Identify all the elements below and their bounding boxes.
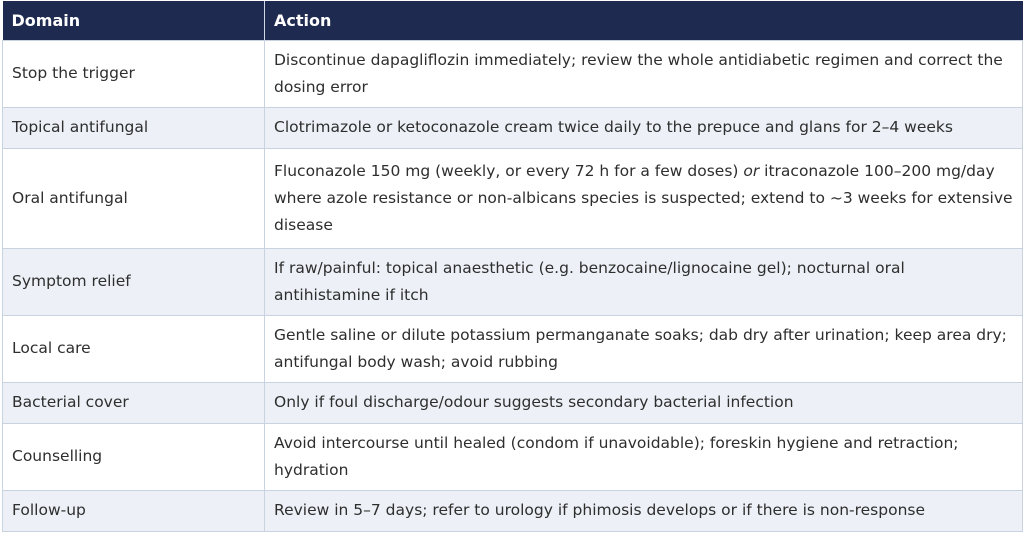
domain-cell: Symptom relief [3, 249, 265, 316]
domain-cell: Local care [3, 316, 265, 383]
header-row [3, 1, 1023, 41]
header-domain: Domain [3, 1, 265, 41]
action-text-part: itraconazole 100–200 mg/day where azole resistance or non-albicans species is suspected; extend to ~3 weeks for extensive disease [274, 161, 1013, 234]
action-cell: If raw/painful: topical anaesthetic (e.g. benzocaine/lignocaine gel); nocturnal oral antihistamine if itch [265, 249, 1023, 316]
domain-cell: Follow-up [3, 491, 265, 532]
action-cell: Clotrimazole or ketoconazole cream twice daily to the prepuce and glans for 2–4 weeks [265, 108, 1023, 149]
action-cell: Discontinue dapagliflozin immediately; review the whole antidiabetic regimen and correct the dosing error [265, 41, 1023, 108]
action-text-part: Fluconazole 150 mg (weekly, or every 72 h for a few doses) [274, 161, 744, 180]
domain-cell: Bacterial cover [3, 383, 265, 424]
management-table-container [2, 1, 1022, 532]
table-row [3, 41, 1023, 108]
header-action: Action [265, 1, 1023, 41]
table-row [3, 316, 1023, 383]
action-text-emphasis: or [743, 161, 760, 180]
domain-cell: Topical antifungal [3, 108, 265, 149]
action-cell: Avoid intercourse until healed (condom if unavoidable); foreskin hygiene and retraction; hydration [265, 424, 1023, 491]
table-row [3, 491, 1023, 532]
table-body [3, 41, 1023, 532]
table-row [3, 249, 1023, 316]
table-row [3, 149, 1023, 249]
action-cell: Review in 5–7 days; refer to urology if phimosis develops or if there is non-response [265, 491, 1023, 532]
table-row [3, 108, 1023, 149]
action-cell: Gentle saline or dilute potassium permanganate soaks; dab dry after urination; keep area dry; antifungal body wash; avoid rubbing [265, 316, 1023, 383]
management-table [2, 1, 1023, 532]
table-row [3, 383, 1023, 424]
domain-cell: Stop the trigger [3, 41, 265, 108]
domain-cell: Counselling [3, 424, 265, 491]
table-header [3, 1, 1023, 41]
table-row [3, 424, 1023, 491]
domain-cell: Oral antifungal [3, 149, 265, 249]
action-cell [265, 149, 1023, 249]
action-cell: Only if foul discharge/odour suggests secondary bacterial infection [265, 383, 1023, 424]
